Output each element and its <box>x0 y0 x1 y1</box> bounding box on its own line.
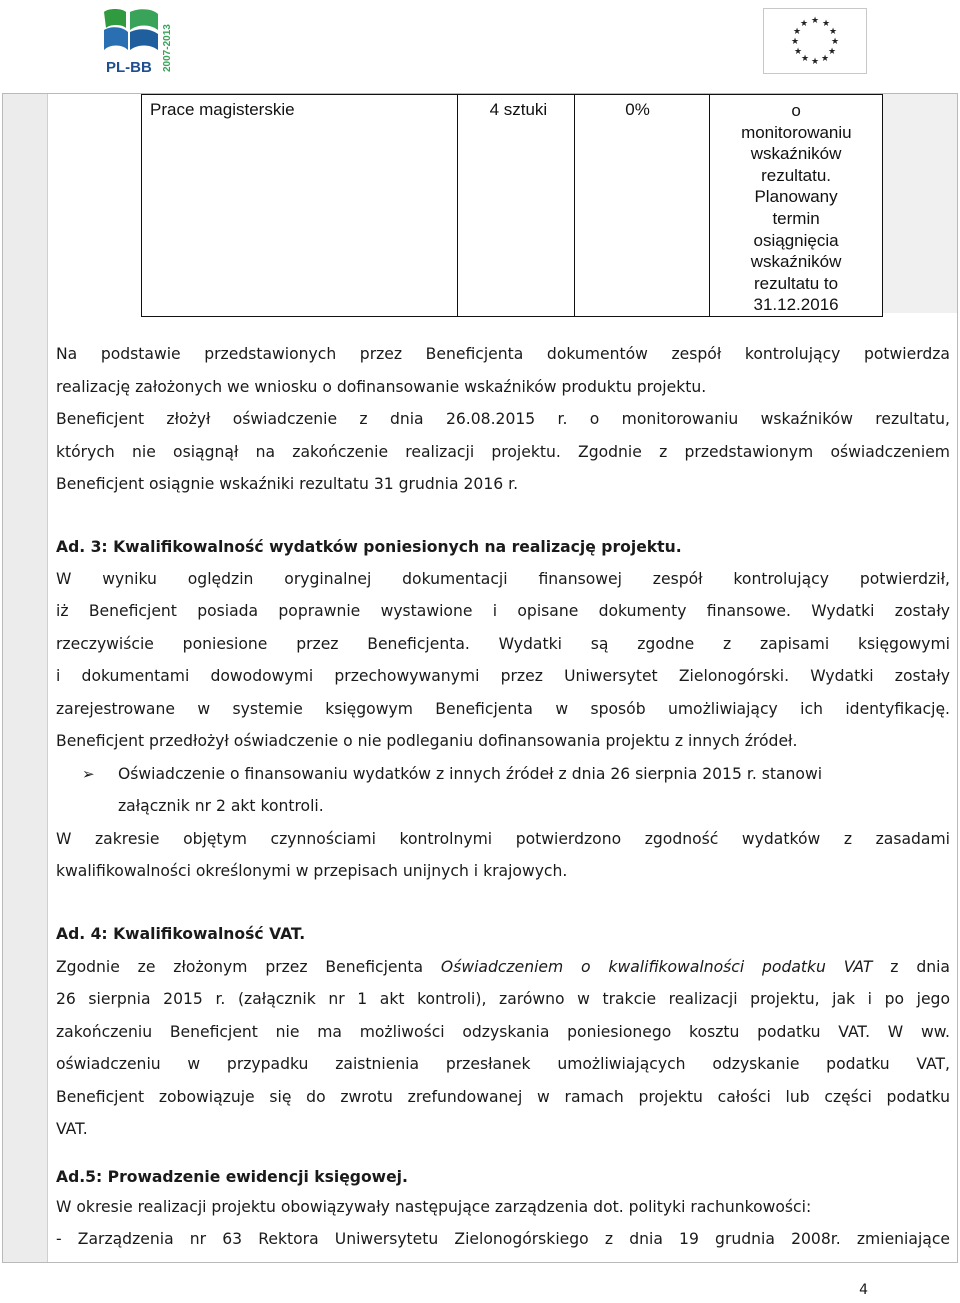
plbb-logo <box>100 6 184 78</box>
text-line: zakończeniu Beneficjent nie ma możliwości odzyskania poniesionego kosztu podatku VAT. W ww. <box>56 1022 950 1041</box>
svg-text:★: ★ <box>793 47 803 57</box>
svg-text:★: ★ <box>810 16 820 26</box>
svg-text:★: ★ <box>800 54 810 64</box>
text-line <box>56 951 950 984</box>
section-heading: Ad. 3: Kwalifikowalność wydatków poniesionych na realizację projektu. <box>56 538 682 556</box>
indicator-note-cell <box>710 95 883 317</box>
text-line: Beneficjent przedłożył oświadczenie o nie podleganiu dofinansowania projektu z innych źródeł. <box>56 732 798 750</box>
section-heading: Ad.5: Prowadzenie ewidencji księgowej. <box>56 1168 408 1186</box>
plbb-logo-graphic <box>100 6 184 78</box>
indicator-target-cell: 4 sztuki <box>458 95 575 317</box>
section-heading: Ad. 4: Kwalifikowalność VAT. <box>56 925 306 943</box>
section-4 <box>56 918 950 1146</box>
indicator-achieved-cell: 0% <box>575 95 710 317</box>
svg-text:★: ★ <box>827 47 837 57</box>
text-line: Na podstawie przedstawionych przez Beneficjenta dokumentów zespół kontrolujący potwierdza <box>56 345 950 363</box>
text-line: W zakresie objętym czynnościami kontrolnymi potwierdzono zgodność wydatków z zasadami <box>56 829 950 848</box>
svg-text:★: ★ <box>828 27 838 37</box>
arrow-bullet-icon: ➢ <box>82 764 95 783</box>
svg-text:★: ★ <box>821 19 831 29</box>
text-line: VAT. <box>56 1120 88 1138</box>
svg-text:★: ★ <box>810 57 820 67</box>
text-line: iż Beneficjent posiada poprawnie wystawione i opisane dokumenty finansowe. Wydatki zostały <box>56 602 950 620</box>
text-line: realizację założonych we wniosku o dofinansowanie wskaźników produktu projektu. <box>56 377 707 396</box>
table-row <box>142 95 883 317</box>
text-span: z dnia <box>872 957 950 976</box>
text-line: W wyniku oględzin oryginalnej dokumentacji finansowej zespół kontrolujący potwierdził, <box>56 569 950 588</box>
svg-text:★: ★ <box>792 27 802 37</box>
verification-paragraph <box>56 338 950 501</box>
indicator-name-cell: Prace magisterskie <box>142 95 458 317</box>
text-line: oświadczeniu w przypadku zaistnienia przesłanek umożliwiających odzyskanie podatku VAT, <box>56 1055 950 1073</box>
text-span: Zgodnie ze złożonym przez Beneficjenta <box>56 957 441 976</box>
text-line: Oświadczenie o finansowaniu wydatków z innych źródeł z dnia 26 sierpnia 2015 r. stanowi <box>118 764 823 783</box>
indicator-table <box>141 94 883 317</box>
eu-flag-logo <box>763 8 867 74</box>
text-line: Beneficjent złożył oświadczenie z dnia 26.08.2015 r. o monitorowaniu wskaźników rezultatu, <box>56 410 950 428</box>
text-line: - Zarządzenia nr 63 Rektora Uniwersytetu Zielonogórskiego z dnia 19 grudnia 2008r. zmieniające <box>56 1230 950 1248</box>
text-line: załącznik nr 2 akt kontroli. <box>118 797 324 815</box>
text-line: Beneficjent zobowiązuje się do zwrotu zrefundowanej w ramach projektu całości lub części podatku <box>56 1087 950 1106</box>
text-line: kwalifikowalności określonymi w przepisach unijnych i krajowych. <box>56 862 568 880</box>
svg-text:PL-BB: PL-BB <box>106 59 152 76</box>
svg-text:2007-2013: 2007-2013 <box>162 24 173 72</box>
list-item <box>56 758 950 823</box>
svg-text:★: ★ <box>820 54 830 64</box>
text-line: W okresie realizacji projektu obowiązywały następujące zarządzenia dot. polityki rachunkowości: <box>56 1197 812 1216</box>
text-line: Beneficjent osiągnie wskaźniki rezultatu 31 grudnia 2016 r. <box>56 475 519 493</box>
text-line: 26 sierpnia 2015 r. (załącznik nr 1 akt kontroli), zarówno w trakcie realizacji projektu, jak i po jego <box>56 990 950 1008</box>
eu-stars-icon <box>764 9 866 73</box>
section-5 <box>56 1161 950 1256</box>
section-3 <box>56 531 950 888</box>
svg-text:★: ★ <box>830 37 840 47</box>
indicator-note-text: o monitorowaniu wskaźników rezultatu. Planowany termin osiągnięcia wskaźników rezultatu to 31.12.2016 <box>741 101 852 315</box>
text-line: i dokumentami dowodowymi przechowywanymi przez Uniwersytet Zielonogórski. Wydatki zostały <box>56 667 950 685</box>
svg-text:★: ★ <box>790 37 800 47</box>
svg-text:★: ★ <box>799 19 809 29</box>
text-line: których nie osiągnął na zakończenie realizacji projektu. Zgodnie z przedstawionym oświadczeniem <box>56 442 950 461</box>
text-line: zarejestrowane w systemie księgowym Beneficjenta w sposób umożliwiający ich identyfikację. <box>56 699 950 718</box>
document-title: Oświadczeniem o kwalifikowalności podatku VAT <box>440 957 873 976</box>
text-line: rzeczywiście poniesione przez Beneficjenta. Wydatki są zgodne z zapisami księgowymi <box>56 634 950 653</box>
page-number: 4 <box>859 1282 868 1298</box>
